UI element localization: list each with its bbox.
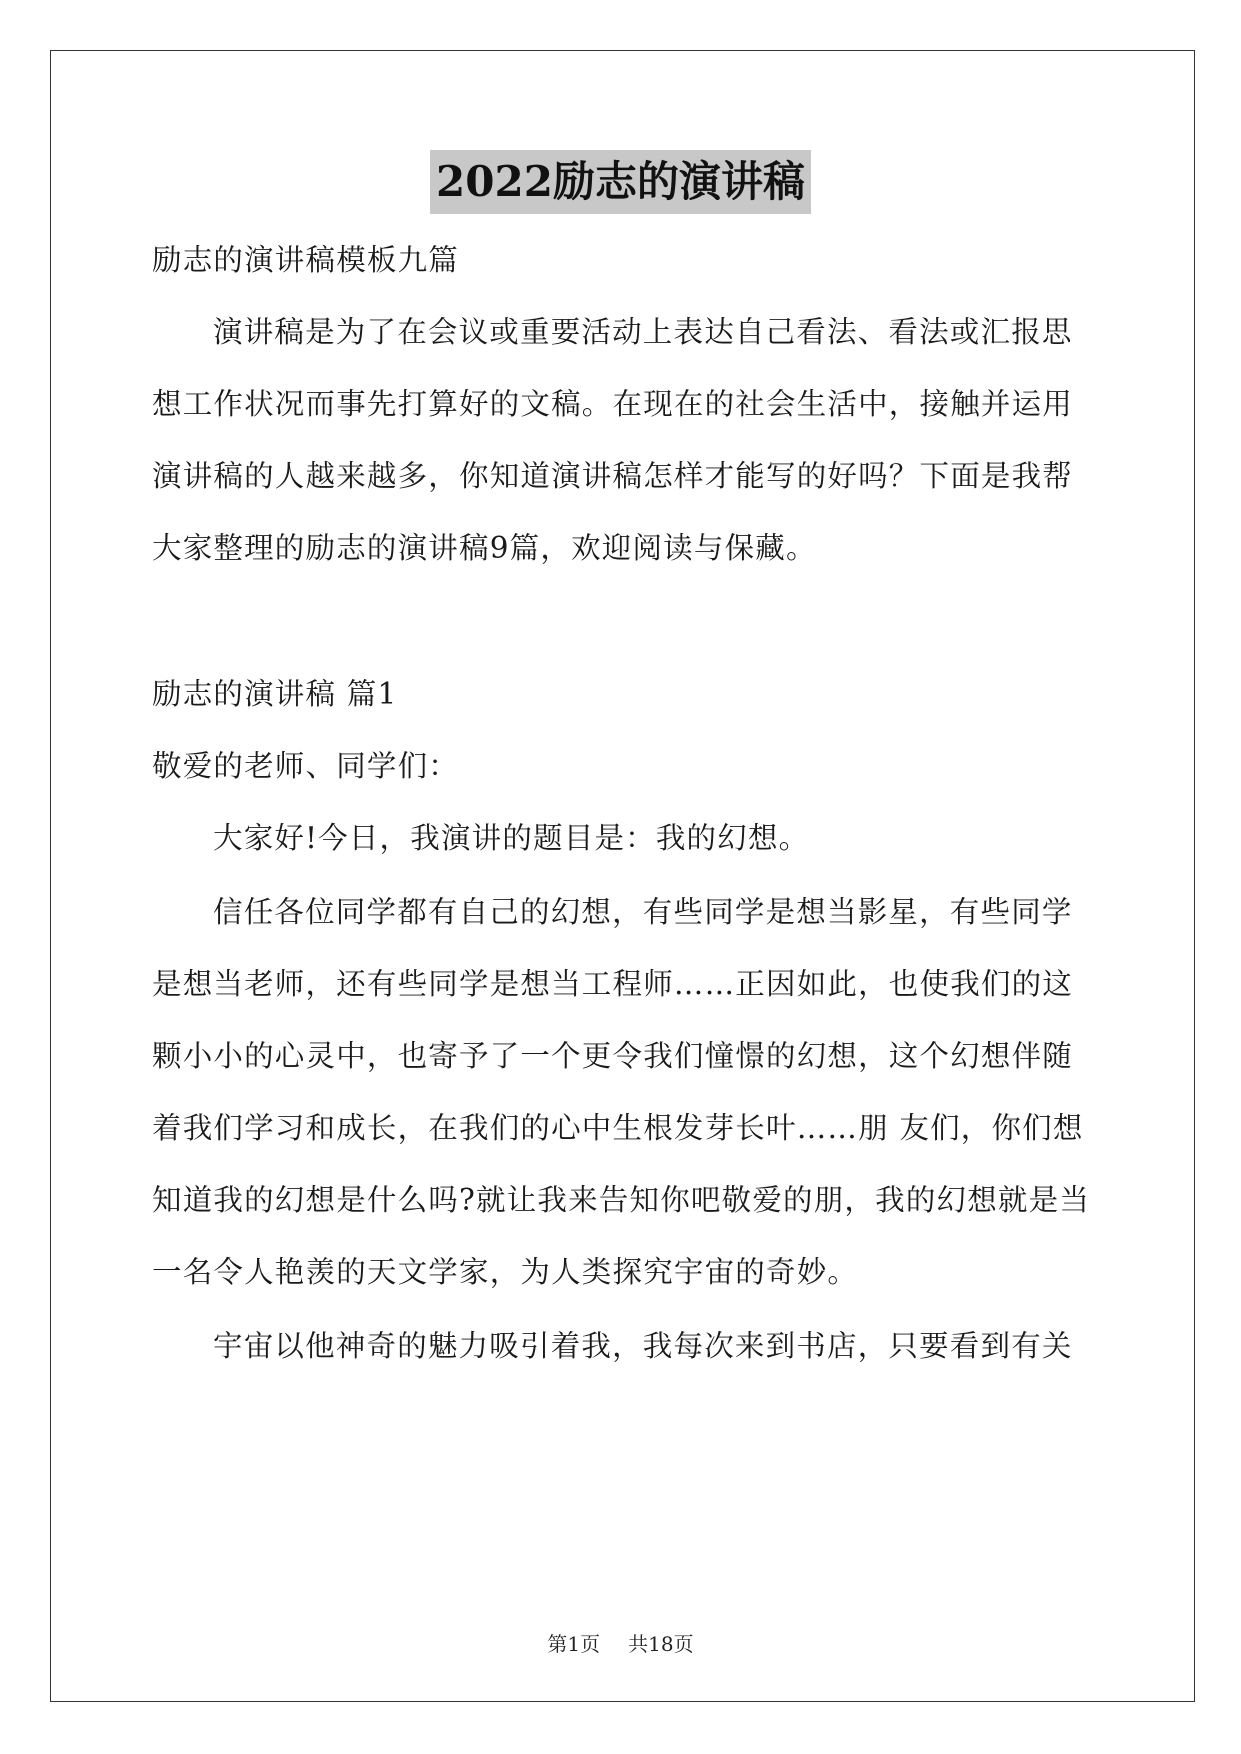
page-number: 第1页 [547, 1632, 601, 1656]
page-total: 共18页 [628, 1632, 694, 1656]
intro-line-1: 演讲稿是为了在会议或重要活动上表达自己看法、看法或汇报思 [213, 315, 1073, 349]
title-container [0, 150, 1241, 214]
paragraph-1-line-1: 信任各位同学都有自己的幻想，有些同学是想当影星，有些同学 [213, 895, 1073, 929]
document-title: 2022励志的演讲稿 [430, 150, 811, 214]
paragraph-1-line-3: 颗小小的心灵中，也寄予了一个更令我们憧憬的幻想，这个幻想伴随 [152, 1039, 1074, 1073]
paragraph-1-line-6: 一名令人艳羡的天文学家，为人类探究宇宙的奇妙。 [152, 1255, 859, 1289]
paragraph-2-line-1: 宇宙以他神奇的魅力吸引着我，我每次来到书店，只要看到有关 [213, 1329, 1073, 1363]
greeting: 大家好!今日，我演讲的题目是：我的幻想。 [213, 821, 810, 855]
document-subtitle: 励志的演讲稿模板九篇 [152, 243, 460, 277]
paragraph-1-line-4: 着我们学习和成长，在我们的心中生根发芽长叶……朋 友们，你们想 [152, 1111, 1084, 1145]
intro-line-2: 想工作状况而事先打算好的文稿。在现在的社会生活中，接触并运用 [152, 387, 1074, 421]
intro-line-4: 大家整理的励志的演讲稿9篇，欢迎阅读与保藏。 [152, 531, 817, 565]
intro-line-3: 演讲稿的人越来越多，你知道演讲稿怎样才能写的好吗？下面是我帮 [152, 459, 1074, 493]
page-border [50, 50, 1195, 1702]
paragraph-1-line-2: 是想当老师，还有些同学是想当工程师……正因如此，也使我们的这 [152, 967, 1074, 1001]
section-heading: 励志的演讲稿 篇1 [152, 677, 398, 711]
salutation: 敬爱的老师、同学们： [152, 749, 460, 783]
paragraph-1-line-5: 知道我的幻想是什么吗?就让我来告知你吧敬爱的朋，我的幻想就是当 [152, 1183, 1091, 1217]
page-footer [0, 1630, 1241, 1658]
